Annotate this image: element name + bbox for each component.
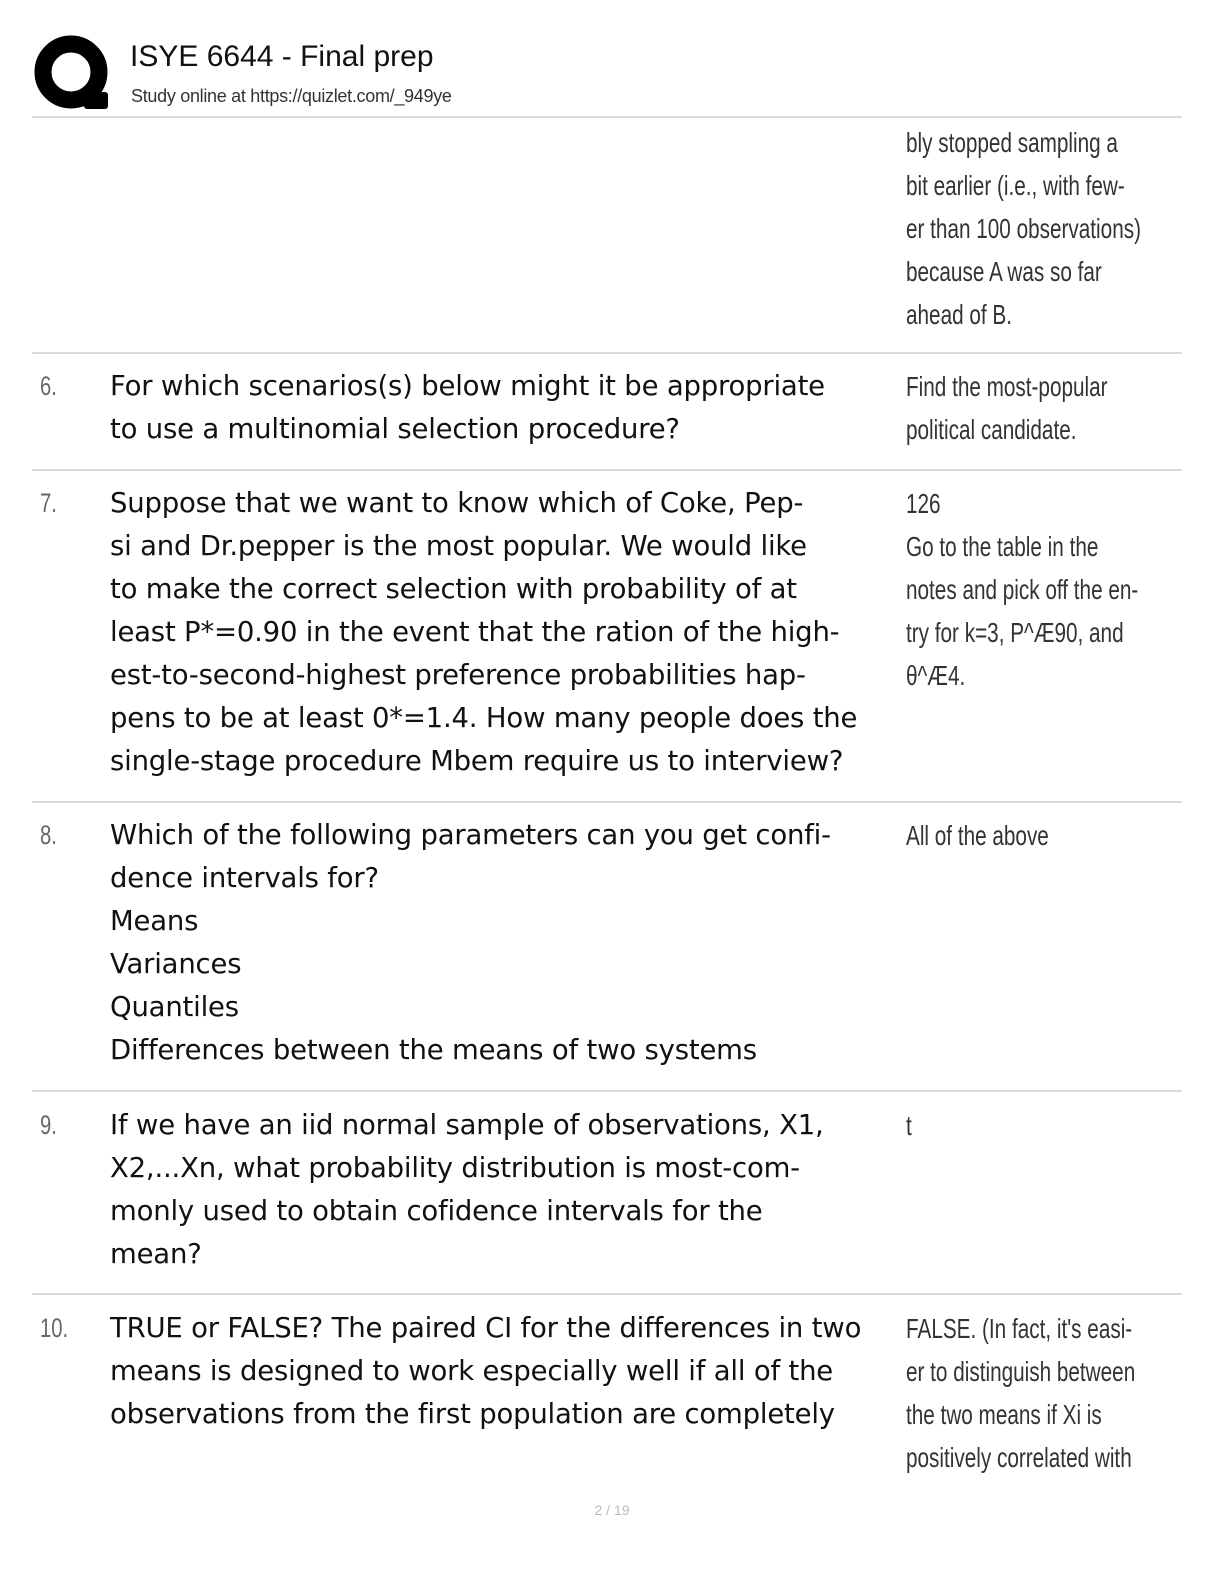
divider: [32, 1293, 1182, 1295]
card-number: 6.: [40, 371, 57, 401]
divider: [32, 116, 1182, 118]
page-number: 2 / 19: [594, 1502, 630, 1518]
divider: [32, 352, 1182, 354]
answer-text: bly stopped sampling a bit earlier (i.e., with few- er than 100 observations) because A was so far ahead of B.: [906, 127, 1141, 330]
question-text: Suppose that we want to know which of Coke, Pep- si and Dr.pepper is the most popular. We would like to make the correct selection with probability of at least P*=0.90 in the event that the ration of the high- est-to-second-highest preference probabilities hap- pens to be at least 0*=1.4. How many people does the single-stage procedure Mbem require us to interview?: [110, 487, 858, 777]
study-link[interactable]: Study online at https://quizlet.com/_949ye: [131, 86, 452, 106]
answer-text: All of the above: [906, 820, 1049, 851]
quizlet-logo-icon: [34, 34, 112, 112]
question-text: TRUE or FALSE? The paired CI for the differences in two means is designed to work especially well if all of the observations from the first population are completely: [110, 1312, 862, 1430]
divider: [32, 1090, 1182, 1092]
card-number: 7.: [40, 488, 57, 518]
answer-text: t: [906, 1110, 912, 1141]
question-text: Which of the following parameters can you get confi- dence intervals for? Means Variances Quantiles Differences between the means of two systems: [110, 819, 831, 1066]
answer-text: 126 Go to the table in the notes and pick off the en- try for k=3, P^Æ90, and θ^Æ4.: [906, 488, 1139, 691]
card-number: 9.: [40, 1110, 57, 1140]
answer-text: FALSE. (In fact, it's easi- er to distinguish between the two means if Xi is positively correlated with: [906, 1313, 1136, 1473]
divider: [32, 469, 1182, 471]
page-title: ISYE 6644 - Final prep: [130, 40, 434, 73]
card-number: 10.: [40, 1313, 69, 1343]
answer-text: Find the most-popular political candidate.: [906, 371, 1108, 445]
card-number: 8.: [40, 820, 57, 850]
question-text: For which scenarios(s) below might it be appropriate to use a multinomial selection procedure?: [110, 370, 825, 445]
question-text: If we have an iid normal sample of observations, X1, X2,...Xn, what probability distribution is most-com- monly used to obtain cofidence intervals for the mean?: [110, 1109, 824, 1270]
divider: [32, 801, 1182, 803]
